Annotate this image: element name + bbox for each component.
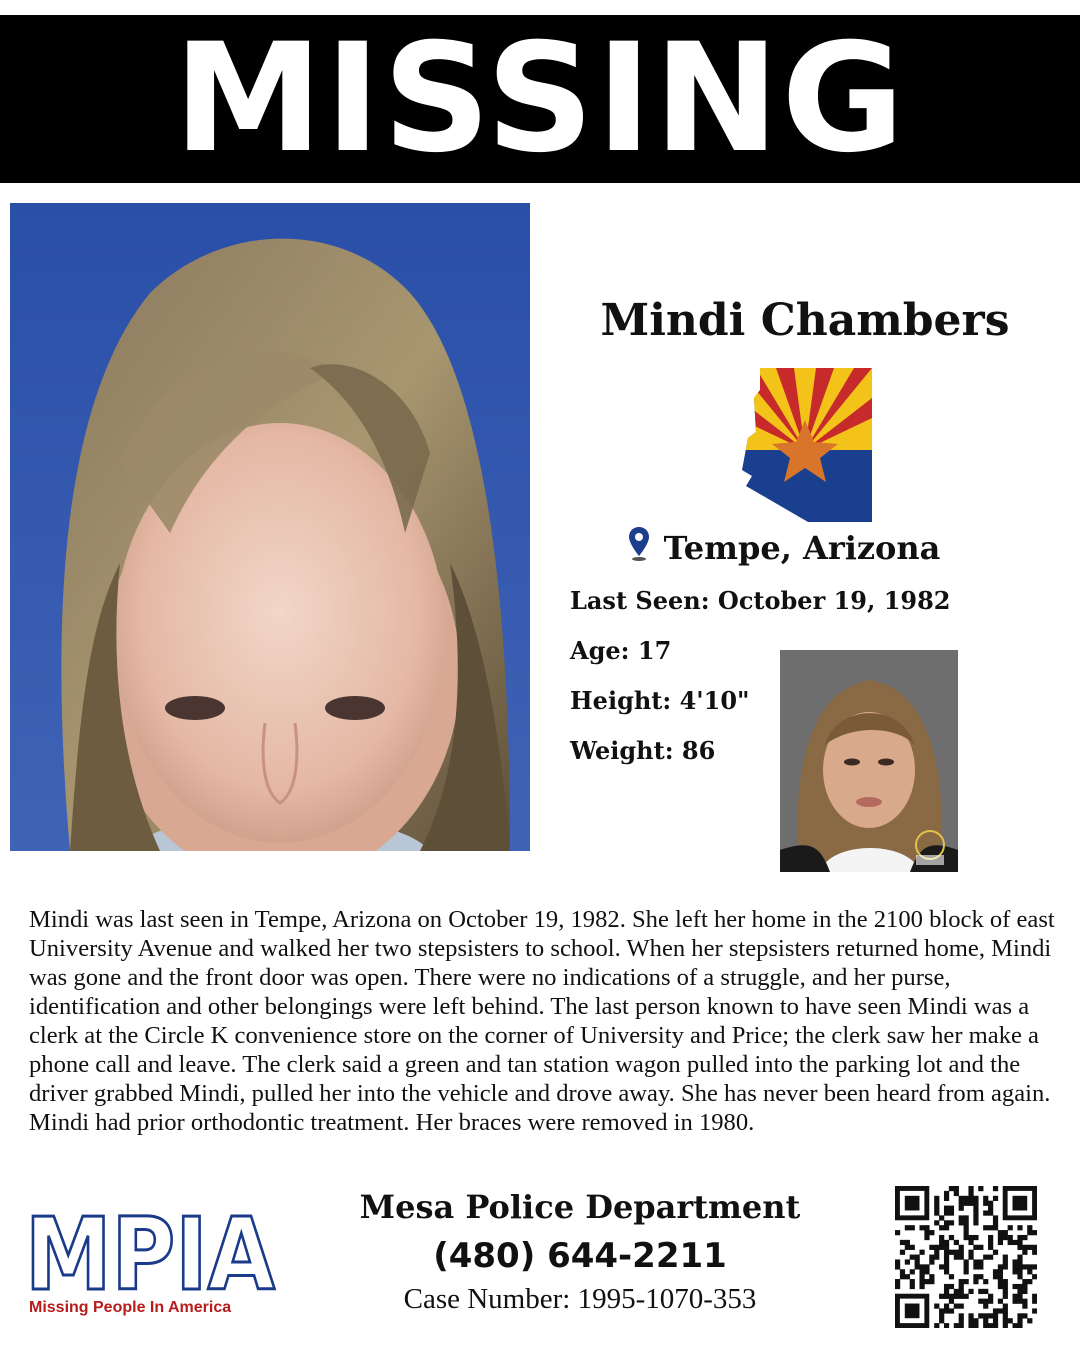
missing-person-photo <box>10 203 530 851</box>
mpia-logo-text: MPIA <box>25 1205 275 1295</box>
case-description: Mindi was last seen in Tempe, Arizona on October 19, 1982. She left her home in the 2100 block of east University Avenue and walked her two stepsisters to school. When her stepsisters returned home, Mindi was gone and the front door was open. There were no indications of a struggle, and her purse, identification and other belongings were left behind. The last person known to have seen Mindi was a clerk at the Circle K convenience store on the corner of University and Price; the clerk saw her make a phone call and leave. The clerk said a green and tan station wagon pulled into the parking lot and the driver grabbed Mindi, pulled her into the vehicle and drove away. She has never been heard from again. Mindi had prior orthodontic treatment. Her braces were removed in 1980. <box>29 906 1055 1136</box>
age-progression-photo <box>780 650 958 872</box>
police-department: Mesa Police Department <box>359 1188 801 1226</box>
case-number: Case Number: 1995-1070-353 <box>403 1283 757 1315</box>
last-seen: Last Seen: October 19, 1982 <box>570 586 951 615</box>
map-pin-icon <box>628 526 650 570</box>
qr-code-icon[interactable] <box>895 1186 1037 1328</box>
age: Age: 17 <box>570 636 672 665</box>
phone-number[interactable]: (480) 644-2211 <box>433 1236 727 1276</box>
mpia-caption: Missing People In America <box>29 1299 232 1316</box>
person-name: Mindi Chambers <box>600 295 1010 346</box>
location-line <box>560 526 1008 570</box>
arizona-flag-icon <box>738 368 872 522</box>
height: Height: 4'10" <box>570 686 750 715</box>
banner-title: MISSING <box>173 12 907 186</box>
weight: Weight: 86 <box>570 736 716 765</box>
missing-banner <box>0 12 1080 186</box>
location-text: Tempe, Arizona <box>663 529 941 567</box>
